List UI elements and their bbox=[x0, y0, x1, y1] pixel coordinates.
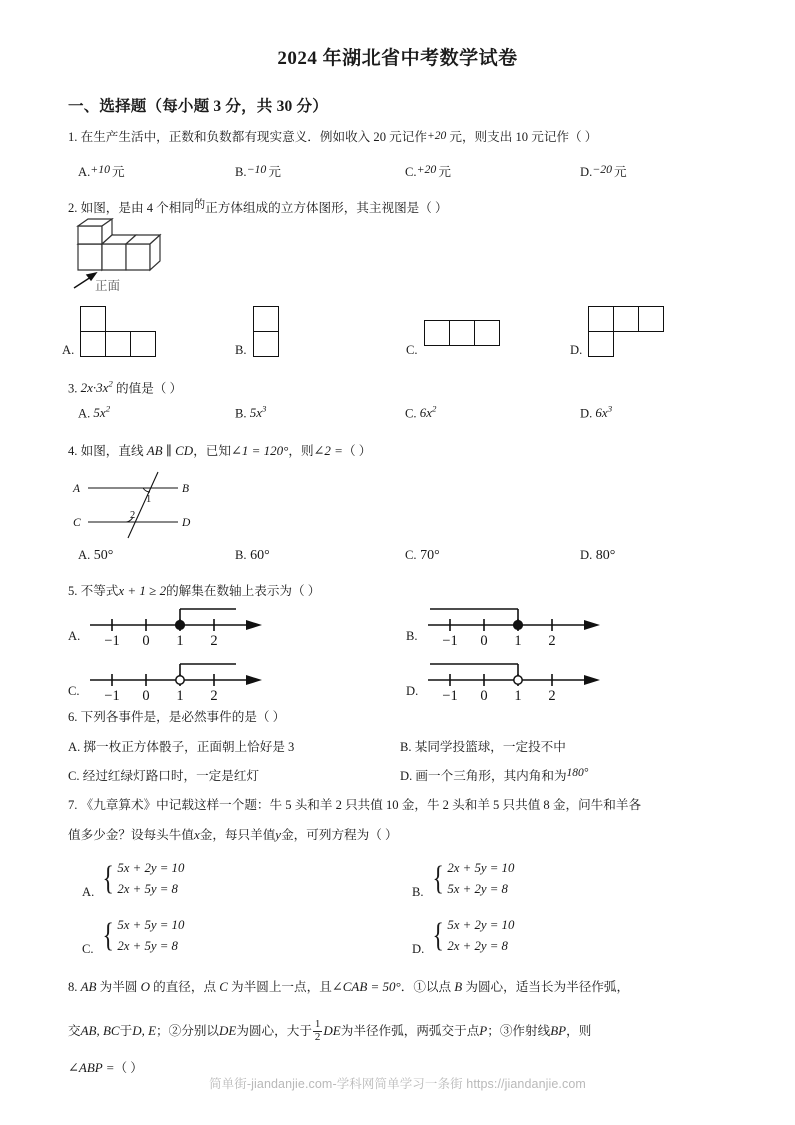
equation-row: 5x + 2y = 10 bbox=[447, 918, 515, 932]
q8-text-run: 为半圆 bbox=[96, 980, 141, 994]
grid-square bbox=[449, 320, 475, 346]
q8-mid1: 于 bbox=[119, 1024, 133, 1038]
endpoint-dot-filled bbox=[514, 621, 523, 630]
option-label: C. bbox=[68, 769, 80, 783]
question-7-var-x: x bbox=[193, 827, 200, 842]
arrowhead bbox=[246, 675, 262, 685]
question-4-option-d[interactable] bbox=[580, 548, 615, 564]
left-brace: { bbox=[432, 860, 444, 898]
option-math: −10 bbox=[246, 162, 267, 176]
option-label: C. bbox=[405, 548, 417, 562]
question-8-stem-line2 bbox=[68, 1020, 591, 1044]
question-3-stem-math: $2x\cdot 3x^2$ bbox=[80, 379, 113, 396]
option-value: 70° bbox=[420, 548, 440, 563]
parallel-lines-svg bbox=[70, 462, 210, 542]
question-1-option-a[interactable] bbox=[78, 161, 125, 180]
question-2-stem bbox=[68, 197, 448, 218]
option-math: +10 bbox=[90, 162, 111, 176]
q8-text-run: ．①以点 bbox=[400, 980, 455, 994]
grid-square bbox=[613, 306, 639, 332]
option-label: B. bbox=[235, 406, 247, 421]
svg-text:0: 0 bbox=[480, 688, 488, 703]
option-sup: 180° bbox=[566, 767, 589, 779]
option-math: +20 bbox=[416, 162, 437, 176]
question-7-stem-mid2: 金，每只羊值 bbox=[199, 828, 276, 842]
endpoint-dot-open bbox=[176, 676, 184, 684]
question-1-stem-post: 元，则支出 10 元记作（ ） bbox=[449, 130, 598, 144]
question-7-option-a-label[interactable]: A. bbox=[82, 885, 95, 899]
question-7-option-b-label[interactable]: B. bbox=[412, 885, 424, 899]
question-5-stem-math: x + 1 ≥ 2 bbox=[118, 583, 167, 598]
svg-text:1: 1 bbox=[176, 688, 184, 703]
question-6-option-d[interactable] bbox=[400, 765, 588, 784]
q8-math-d-e: D, E bbox=[132, 1023, 157, 1038]
q8-math-de: DE bbox=[219, 1023, 237, 1038]
equation-row: 5x + 5y = 10 bbox=[117, 918, 185, 932]
question-7-stem-post2: 金，可列方程为（ ） bbox=[281, 828, 398, 842]
q8-math-de2: DE bbox=[323, 1023, 341, 1038]
section-heading: 一、选择题（每小题 3 分，共 30 分） bbox=[68, 98, 328, 115]
question-7-var-y: y bbox=[275, 827, 282, 842]
question-8-number: 8. bbox=[68, 980, 78, 994]
svg-text:2: 2 bbox=[210, 633, 218, 648]
label-angle-2: 2 bbox=[130, 510, 136, 521]
option-value: 60° bbox=[250, 548, 270, 563]
svg-text:2: 2 bbox=[548, 688, 556, 703]
front-view-label: 正面 bbox=[95, 279, 121, 293]
q8-math-run: C bbox=[219, 979, 228, 994]
question-3-stem-post: 的值是（ ） bbox=[116, 381, 183, 396]
question-8-stem-line1 bbox=[68, 977, 629, 997]
question-2-stem-pre: 如图，是由 4 个相同 bbox=[80, 201, 194, 215]
svg-text:2: 2 bbox=[210, 688, 218, 703]
question-3-number: 3. bbox=[68, 381, 78, 396]
svg-text:1: 1 bbox=[176, 633, 184, 648]
left-brace: { bbox=[102, 860, 114, 898]
page-title: 2024 年湖北省中考数学试卷 bbox=[277, 48, 518, 69]
option-unit: 元 bbox=[438, 165, 451, 179]
label-A: A bbox=[73, 483, 81, 495]
question-1-option-d[interactable] bbox=[580, 161, 627, 180]
grid-square bbox=[588, 306, 614, 332]
option-label: D. bbox=[580, 165, 593, 179]
q8-mid6: ，则 bbox=[566, 1024, 592, 1038]
question-4-math-angle1: ∠1 = 120° bbox=[230, 443, 289, 458]
option-text: 经过红绿灯路口时，一定是红灯 bbox=[82, 769, 260, 783]
q8-post: （ ） bbox=[114, 1061, 143, 1075]
q8-mid5: ；③作射线 bbox=[487, 1024, 551, 1038]
option-label: C. bbox=[405, 406, 417, 421]
svg-text:−1: −1 bbox=[104, 688, 120, 703]
arrowhead bbox=[584, 620, 600, 630]
option-math: $6x^3$ bbox=[595, 404, 613, 421]
question-4-stem-pre: 如图，直线 bbox=[80, 444, 144, 458]
question-7-option-c[interactable] bbox=[100, 915, 184, 957]
label-D: D bbox=[182, 517, 191, 529]
cube-stack-svg bbox=[72, 218, 192, 290]
option-text: 掷一枚正方体骰子，正面朝上恰好是 3 bbox=[83, 740, 295, 754]
option-label: C. bbox=[405, 165, 417, 179]
question-4-figure bbox=[70, 462, 210, 547]
option-label: B. bbox=[400, 740, 412, 754]
question-4-option-b[interactable] bbox=[235, 548, 270, 564]
q8-math-run: O bbox=[140, 979, 150, 994]
svg-text:−1: −1 bbox=[104, 633, 120, 648]
option-value: 50° bbox=[93, 548, 114, 563]
question-4-stem-post: （ ） bbox=[342, 444, 372, 458]
endpoint-dot-open bbox=[514, 676, 522, 684]
q8-math-run: AB bbox=[80, 979, 97, 994]
question-5-option-a-label[interactable]: A. bbox=[68, 629, 81, 643]
question-3-option-b[interactable] bbox=[235, 404, 266, 421]
question-7-option-c-label[interactable]: C. bbox=[82, 942, 94, 956]
q8-text-run: 的直径，点 bbox=[149, 980, 220, 994]
question-4-stem bbox=[68, 441, 371, 461]
question-7-stem-pre2: 值多少金？设每头牛值 bbox=[68, 828, 194, 842]
option-label: A. bbox=[78, 406, 91, 421]
question-5-option-d-label[interactable]: D. bbox=[406, 684, 419, 698]
option-label: D. bbox=[580, 548, 593, 562]
left-brace: { bbox=[432, 917, 444, 955]
equation-row: 5x + 2y = 8 bbox=[447, 882, 508, 897]
grid-square bbox=[80, 306, 106, 332]
q8-mid3: 为圆心，大于 bbox=[236, 1024, 312, 1038]
question-7-stem-line1 bbox=[68, 796, 641, 815]
question-7-option-d-label[interactable]: D. bbox=[412, 942, 425, 956]
svg-text:−1: −1 bbox=[442, 633, 458, 648]
option-label: A. bbox=[78, 165, 91, 179]
question-5-option-d-figure[interactable] bbox=[424, 655, 614, 708]
grid-square bbox=[474, 320, 500, 346]
endpoint-dot-filled bbox=[176, 621, 185, 630]
grid-square bbox=[253, 331, 279, 357]
svg-text:0: 0 bbox=[142, 633, 150, 648]
question-2-stem-post: 正方体组成的立方体图形，其主视图是（ ） bbox=[205, 201, 448, 215]
question-3-stem bbox=[68, 378, 182, 398]
number-line-d-svg bbox=[424, 655, 614, 703]
grid-square bbox=[588, 331, 614, 357]
q8-math-run: ∠CAB = 50° bbox=[331, 979, 401, 994]
q8-math-bp: BP bbox=[550, 1023, 567, 1038]
option-math: $5x^2$ bbox=[93, 404, 111, 421]
question-2-isometric-figure bbox=[72, 218, 192, 295]
q8-text-run: 为圆心，适当长为半径作弧， bbox=[462, 980, 630, 994]
q8-math-run: B bbox=[454, 979, 463, 994]
grid-square bbox=[130, 331, 156, 357]
question-4-math-parallel: AB ∥ CD bbox=[146, 443, 194, 458]
question-6-stem-text: 下列各事件是，是必然事件的是（ ） bbox=[80, 710, 286, 724]
question-5-option-c-label[interactable]: C. bbox=[68, 684, 80, 698]
label-angle-1: 1 bbox=[146, 494, 152, 505]
arrowhead bbox=[584, 675, 600, 685]
question-7-option-d[interactable] bbox=[430, 915, 514, 957]
question-3-option-d[interactable] bbox=[580, 404, 612, 421]
equation-row: 2x + 2y = 8 bbox=[447, 939, 508, 954]
question-7-option-b[interactable] bbox=[430, 858, 514, 900]
question-6-number: 6. bbox=[68, 710, 78, 724]
option-text: 画一个三角形，其内角和为 bbox=[415, 769, 567, 783]
option-unit: 元 bbox=[614, 165, 627, 179]
question-6-stem bbox=[68, 708, 285, 727]
footer-watermark: 简单街-jiandanjie.com-学科网简单学习一条街 https://jiandanjie.com bbox=[209, 1077, 586, 1091]
question-4-option-c[interactable] bbox=[405, 548, 440, 564]
question-5-option-c-figure[interactable] bbox=[86, 655, 276, 708]
question-6-option-c[interactable] bbox=[68, 765, 259, 784]
grid-square bbox=[253, 306, 279, 332]
question-5-stem-post: 的解集在数轴上表示为（ ） bbox=[166, 584, 321, 598]
number-line-a-svg bbox=[86, 600, 276, 648]
question-3-option-a[interactable] bbox=[78, 404, 110, 421]
question-2-option-d-label[interactable]: D. bbox=[570, 343, 583, 357]
q8-text-run: 为半圆上一点，且 bbox=[227, 980, 332, 994]
svg-text:0: 0 bbox=[480, 633, 488, 648]
question-1-stem-math: +20 bbox=[426, 130, 447, 142]
svg-text:1: 1 bbox=[514, 688, 522, 703]
svg-text:0: 0 bbox=[142, 688, 150, 703]
question-7-stem-text1: 《九章算术》中记载这样一个题：牛 5 头和羊 2 只共值 10 金，牛 2 头和羊 5 只共值 8 金，问牛和羊各 bbox=[80, 798, 642, 812]
label-B: B bbox=[182, 483, 190, 495]
grid-square bbox=[424, 320, 450, 346]
question-1-option-c[interactable] bbox=[405, 161, 451, 180]
question-2-option-b-label[interactable]: B. bbox=[235, 343, 247, 357]
svg-text:2: 2 bbox=[548, 633, 556, 648]
arrowhead bbox=[246, 620, 262, 630]
equation-row: 2x + 5y = 10 bbox=[447, 861, 515, 875]
question-3-option-c[interactable] bbox=[405, 404, 436, 421]
option-label: B. bbox=[235, 548, 247, 562]
question-7-option-a[interactable] bbox=[100, 858, 184, 900]
left-brace: { bbox=[102, 917, 114, 955]
equation-row: 2x + 5y = 8 bbox=[117, 939, 178, 954]
svg-text:1: 1 bbox=[514, 633, 522, 648]
option-label: D. bbox=[580, 406, 593, 421]
q8-math-p: P bbox=[479, 1023, 488, 1038]
equation-row: 2x + 5y = 8 bbox=[117, 882, 178, 897]
question-2-option-a-label[interactable]: A. bbox=[62, 343, 75, 357]
question-5-stem-pre: 不等式 bbox=[80, 584, 119, 598]
number-line-b-svg bbox=[424, 600, 614, 648]
question-7-number: 7. bbox=[68, 798, 78, 812]
question-6-option-a[interactable] bbox=[68, 736, 294, 755]
grid-square bbox=[638, 306, 664, 332]
question-1-option-b[interactable] bbox=[235, 161, 281, 180]
question-5-option-b-label[interactable]: B. bbox=[406, 629, 418, 643]
question-1-stem bbox=[68, 128, 597, 147]
option-label: A. bbox=[68, 740, 81, 754]
question-5-number: 5. bbox=[68, 584, 78, 598]
option-label: B. bbox=[235, 165, 247, 179]
q8-mid4: 为半径作弧，两弧交于点 bbox=[340, 1024, 480, 1038]
equation-row: 5x + 2y = 10 bbox=[117, 861, 185, 875]
svg-text:−1: −1 bbox=[442, 688, 458, 703]
q8-math-abp: ∠ABP = bbox=[68, 1060, 115, 1075]
option-value: 80° bbox=[595, 548, 616, 563]
question-2-option-c-label[interactable]: C. bbox=[406, 343, 418, 357]
grid-square bbox=[80, 331, 106, 357]
q8-mid2: ；②分别以 bbox=[156, 1024, 219, 1038]
option-label: D. bbox=[400, 769, 413, 783]
question-4-stem-mid: ，已知 bbox=[193, 444, 231, 458]
label-C: C bbox=[73, 517, 81, 529]
question-2-number: 2. bbox=[68, 201, 78, 215]
option-unit: 元 bbox=[268, 165, 281, 179]
question-1-stem-pre: 在生产生活中，正数和负数都有现实意义．例如收入 20 元记作 bbox=[80, 130, 427, 144]
question-6-option-b[interactable] bbox=[400, 736, 566, 755]
question-5-stem bbox=[68, 581, 320, 601]
question-5-option-a-figure[interactable] bbox=[86, 600, 276, 653]
question-5-option-b-figure[interactable] bbox=[424, 600, 614, 653]
question-4-number: 4. bbox=[68, 444, 78, 458]
question-7-stem-line2 bbox=[68, 824, 398, 843]
option-math: $6x^2$ bbox=[419, 404, 437, 421]
option-text: 某同学投篮球，一定投不中 bbox=[414, 740, 566, 754]
option-math: −20 bbox=[592, 162, 613, 176]
q8-pre: 交 bbox=[68, 1024, 81, 1038]
question-4-option-a[interactable] bbox=[78, 548, 113, 564]
number-line-c-svg bbox=[86, 655, 276, 703]
grid-square bbox=[105, 331, 131, 357]
option-label: A. bbox=[78, 548, 91, 562]
question-4-stem-mid2: ，则 bbox=[288, 444, 314, 458]
question-2-stem-sup: 的 bbox=[193, 199, 206, 211]
question-1-number: 1. bbox=[68, 130, 78, 144]
option-math: $5x^3$ bbox=[249, 404, 267, 421]
question-8-line1 bbox=[81, 980, 629, 994]
fraction-one-half: $\frac{1}{2}$ bbox=[314, 1018, 321, 1043]
question-4-math-angle2: ∠2 = bbox=[313, 443, 343, 458]
option-unit: 元 bbox=[112, 165, 125, 179]
q8-math-ab-bc: AB, BC bbox=[80, 1023, 120, 1038]
